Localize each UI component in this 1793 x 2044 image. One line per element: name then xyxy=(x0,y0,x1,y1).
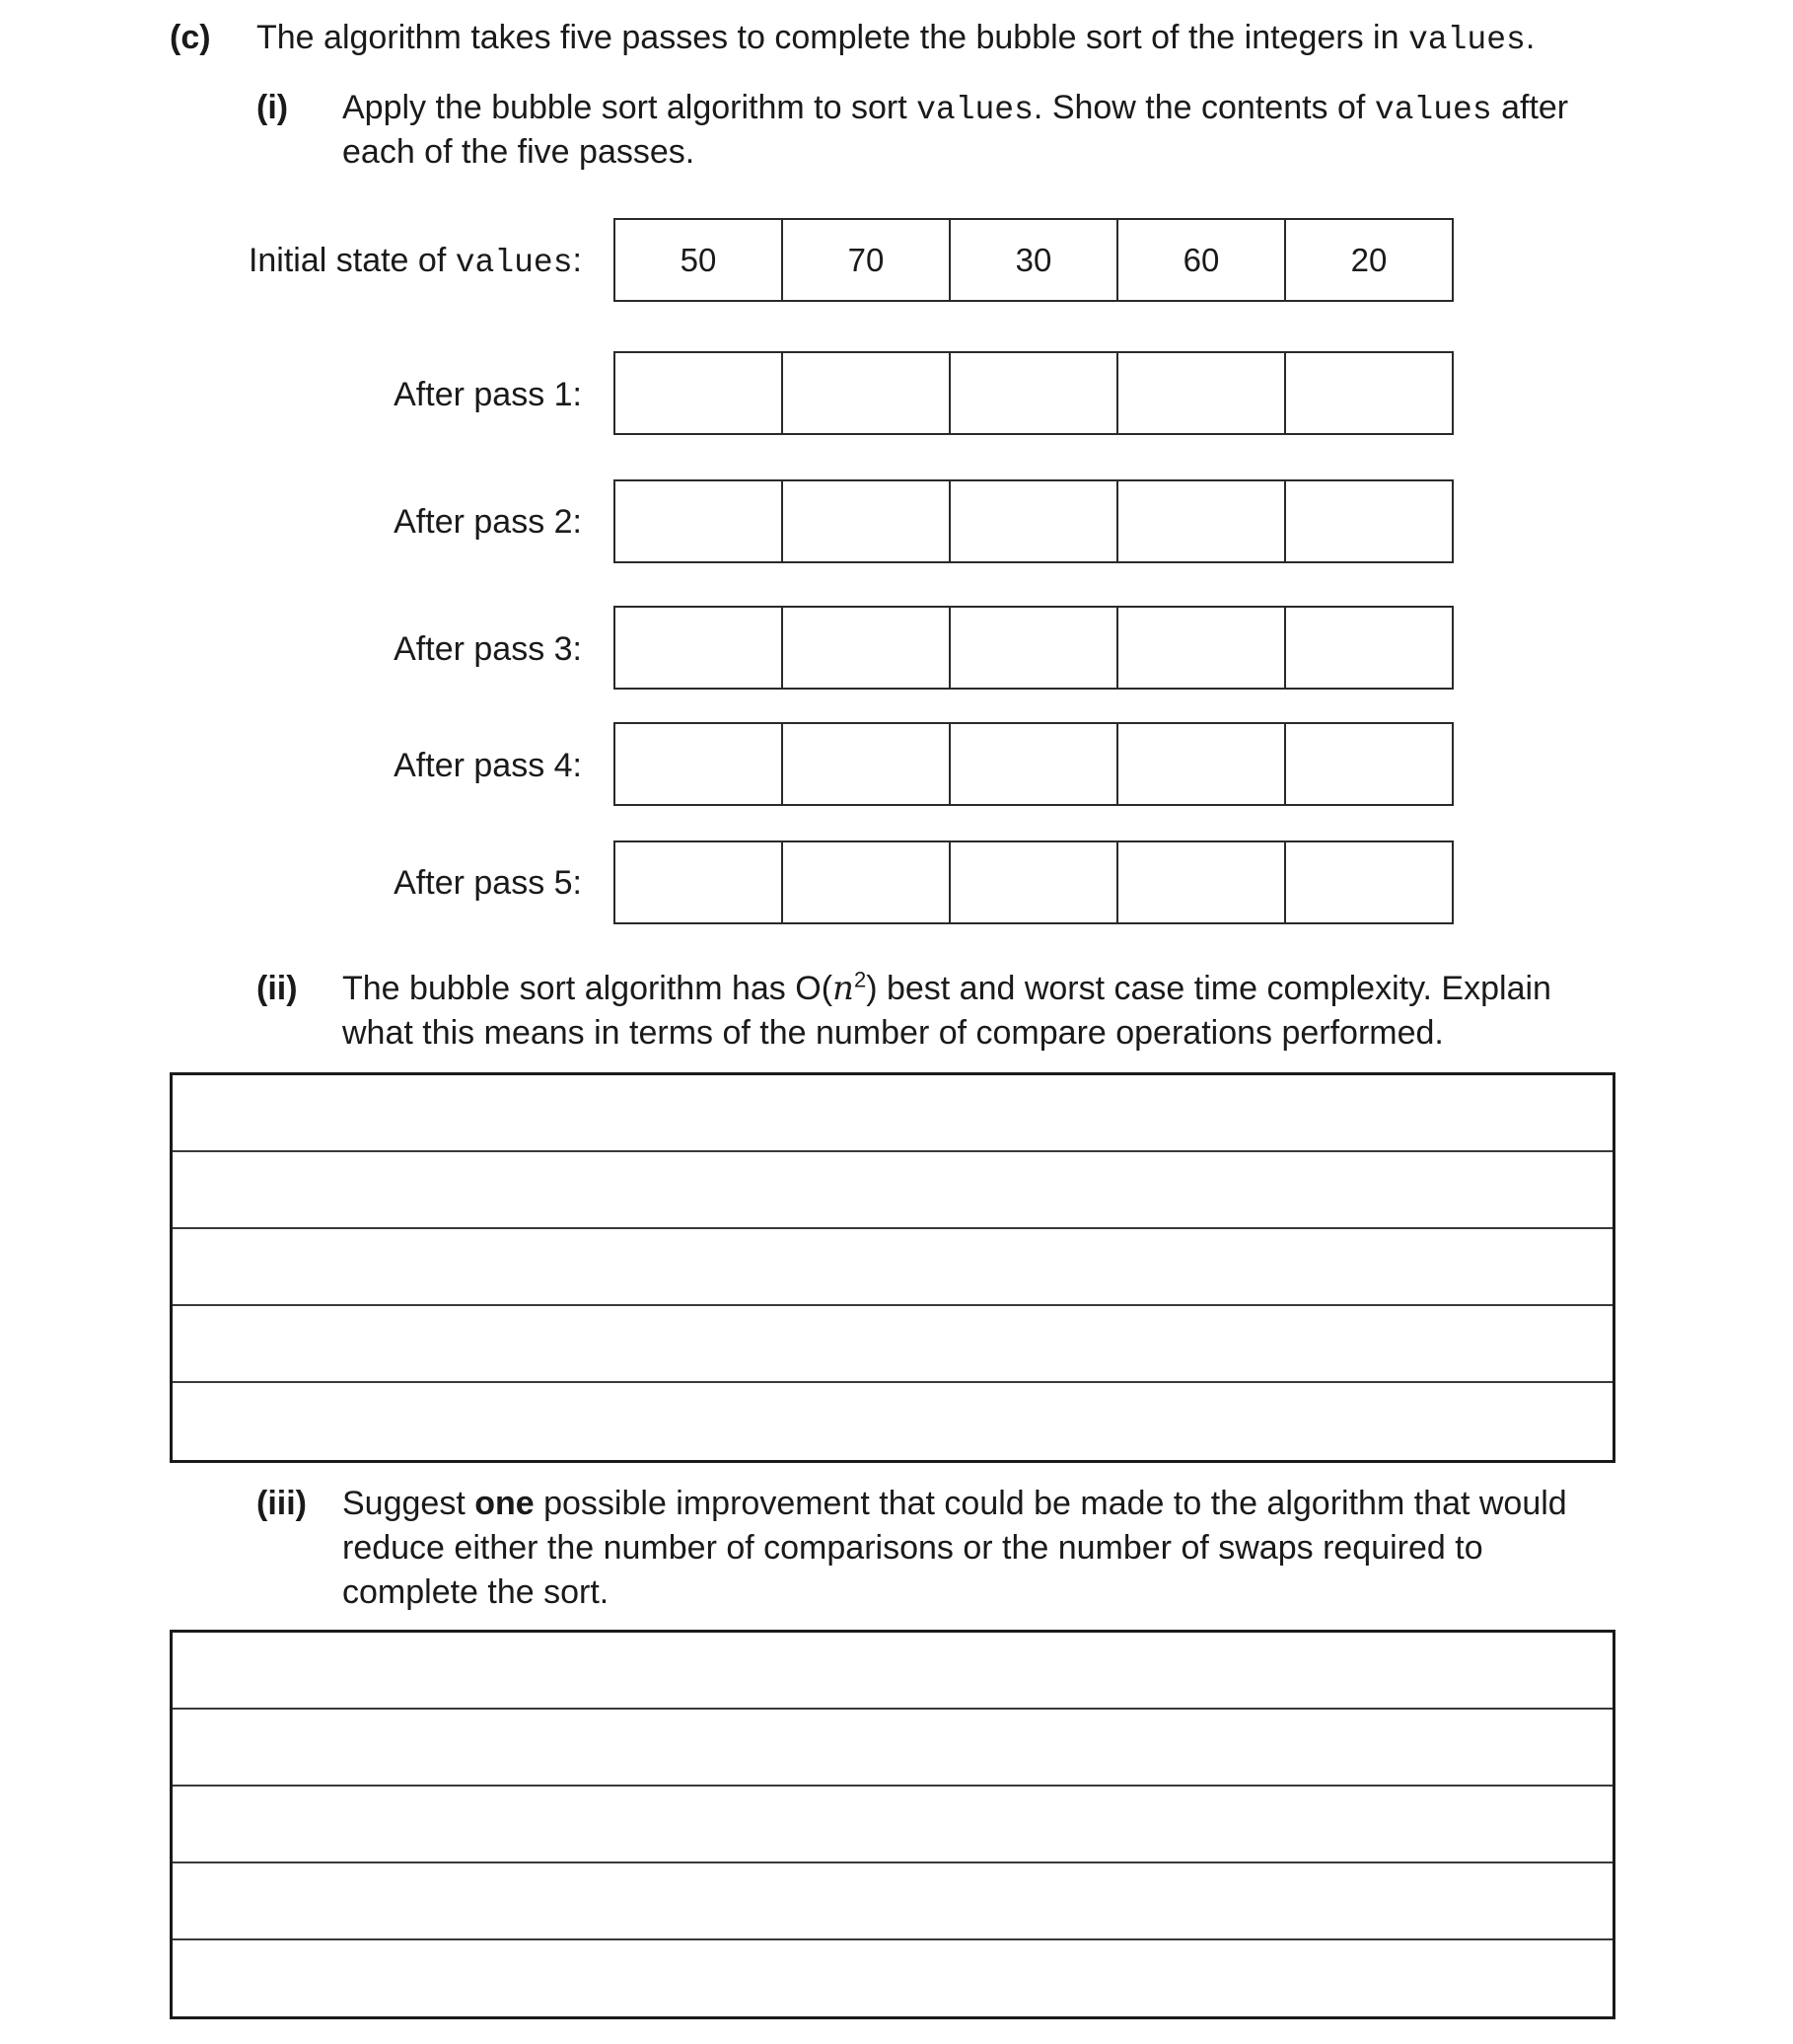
part-iii-text-b: possible improvement that could be made to the algorithm that would xyxy=(534,1485,1567,1522)
part-c-label: (c) xyxy=(170,19,211,56)
part-iii-text-a: Suggest xyxy=(342,1485,475,1522)
part-ii-text-b: ) best and worst case time complexity. Explain xyxy=(866,970,1551,1007)
pass-4-cell-2[interactable] xyxy=(781,722,951,806)
pass-3-cell-2[interactable] xyxy=(781,606,951,690)
pass-5-cell-4[interactable] xyxy=(1116,840,1286,924)
pass-1-cell-5[interactable] xyxy=(1284,351,1454,435)
part-iii-line1 xyxy=(342,1482,1567,1526)
answer-line[interactable] xyxy=(173,1940,1613,2017)
pass-1-label: After pass 1: xyxy=(394,376,582,413)
answer-line[interactable] xyxy=(173,1152,1613,1229)
initial-cell-2: 70 xyxy=(781,218,951,302)
part-iii-answer-box[interactable] xyxy=(170,1630,1615,2019)
part-ii-exponent: 2 xyxy=(853,967,867,992)
initial-cell-4: 60 xyxy=(1116,218,1286,302)
pass-4-cell-1[interactable] xyxy=(613,722,783,806)
answer-line[interactable] xyxy=(173,1710,1613,1787)
pass-3-cell-4[interactable] xyxy=(1116,606,1286,690)
pass-2-cell-2[interactable] xyxy=(781,479,951,563)
pass-1-cell-3[interactable] xyxy=(949,351,1118,435)
part-iii-bold-one: one xyxy=(474,1485,535,1522)
pass-4-label: After pass 4: xyxy=(394,747,582,784)
initial-label-code: values xyxy=(455,245,573,281)
pass-1-cell-2[interactable] xyxy=(781,351,951,435)
part-ii-text-a: The bubble sort algorithm has O( xyxy=(342,970,833,1007)
answer-line[interactable] xyxy=(173,1306,1613,1383)
initial-state-label xyxy=(168,239,582,285)
initial-state-row xyxy=(613,218,1454,302)
part-i-text-b: . Show the contents of xyxy=(1033,89,1375,126)
part-c-code: values xyxy=(1407,22,1526,58)
pass-5-row xyxy=(613,840,1454,924)
initial-label-colon: : xyxy=(572,242,582,279)
answer-line[interactable] xyxy=(173,1863,1613,1940)
pass-3-label: After pass 3: xyxy=(394,630,582,668)
pass-3-cell-1[interactable] xyxy=(613,606,783,690)
answer-line[interactable] xyxy=(173,1229,1613,1306)
part-iii-label: (iii) xyxy=(256,1485,307,1522)
part-c-text: The algorithm takes five passes to complete the bubble sort of the integers in xyxy=(256,19,1408,56)
pass-5-cell-1[interactable] xyxy=(613,840,783,924)
answer-line[interactable] xyxy=(173,1633,1613,1710)
part-ii-line2: what this means in terms of the number of compare operations performed. xyxy=(342,1014,1444,1052)
answer-line[interactable] xyxy=(173,1787,1613,1863)
pass-5-cell-3[interactable] xyxy=(949,840,1118,924)
pass-2-label: After pass 2: xyxy=(394,503,582,541)
part-ii-answer-box[interactable] xyxy=(170,1072,1615,1463)
part-ii-line1 xyxy=(342,967,1551,1011)
pass-5-label: After pass 5: xyxy=(394,864,582,902)
pass-4-row xyxy=(613,722,1454,806)
pass-3-cell-5[interactable] xyxy=(1284,606,1454,690)
pass-3-row xyxy=(613,606,1454,690)
part-i-text-c: after xyxy=(1491,89,1569,126)
pass-4-cell-3[interactable] xyxy=(949,722,1118,806)
pass-1-cell-4[interactable] xyxy=(1116,351,1286,435)
part-iii-line2: reduce either the number of comparisons or the number of swaps required to xyxy=(342,1529,1483,1567)
answer-line[interactable] xyxy=(173,1383,1613,1460)
pass-3-cell-3[interactable] xyxy=(949,606,1118,690)
initial-cell-3: 30 xyxy=(949,218,1118,302)
part-i-line2: each of the five passes. xyxy=(342,133,695,171)
part-c-question xyxy=(256,16,1535,62)
pass-4-cell-4[interactable] xyxy=(1116,722,1286,806)
pass-2-cell-5[interactable] xyxy=(1284,479,1454,563)
part-i-line1 xyxy=(342,86,1568,132)
pass-1-cell-1[interactable] xyxy=(613,351,783,435)
initial-cell-5: 20 xyxy=(1284,218,1454,302)
pass-4-cell-5[interactable] xyxy=(1284,722,1454,806)
part-i-text-a: Apply the bubble sort algorithm to sort xyxy=(342,89,917,126)
answer-line[interactable] xyxy=(173,1075,1613,1152)
initial-label-text: Initial state of xyxy=(248,242,456,279)
pass-5-cell-5[interactable] xyxy=(1284,840,1454,924)
initial-cell-1: 50 xyxy=(613,218,783,302)
part-c-period: . xyxy=(1525,19,1536,56)
pass-2-row xyxy=(613,479,1454,563)
part-i-code-1: values xyxy=(916,92,1034,128)
part-ii-label: (ii) xyxy=(256,970,298,1007)
pass-2-cell-1[interactable] xyxy=(613,479,783,563)
part-i-code-2: values xyxy=(1374,92,1492,128)
part-iii-line3: complete the sort. xyxy=(342,1573,610,1611)
part-i-label: (i) xyxy=(256,89,289,126)
pass-1-row xyxy=(613,351,1454,435)
pass-5-cell-2[interactable] xyxy=(781,840,951,924)
pass-2-cell-4[interactable] xyxy=(1116,479,1286,563)
part-ii-var-n: n xyxy=(832,969,854,1008)
pass-2-cell-3[interactable] xyxy=(949,479,1118,563)
